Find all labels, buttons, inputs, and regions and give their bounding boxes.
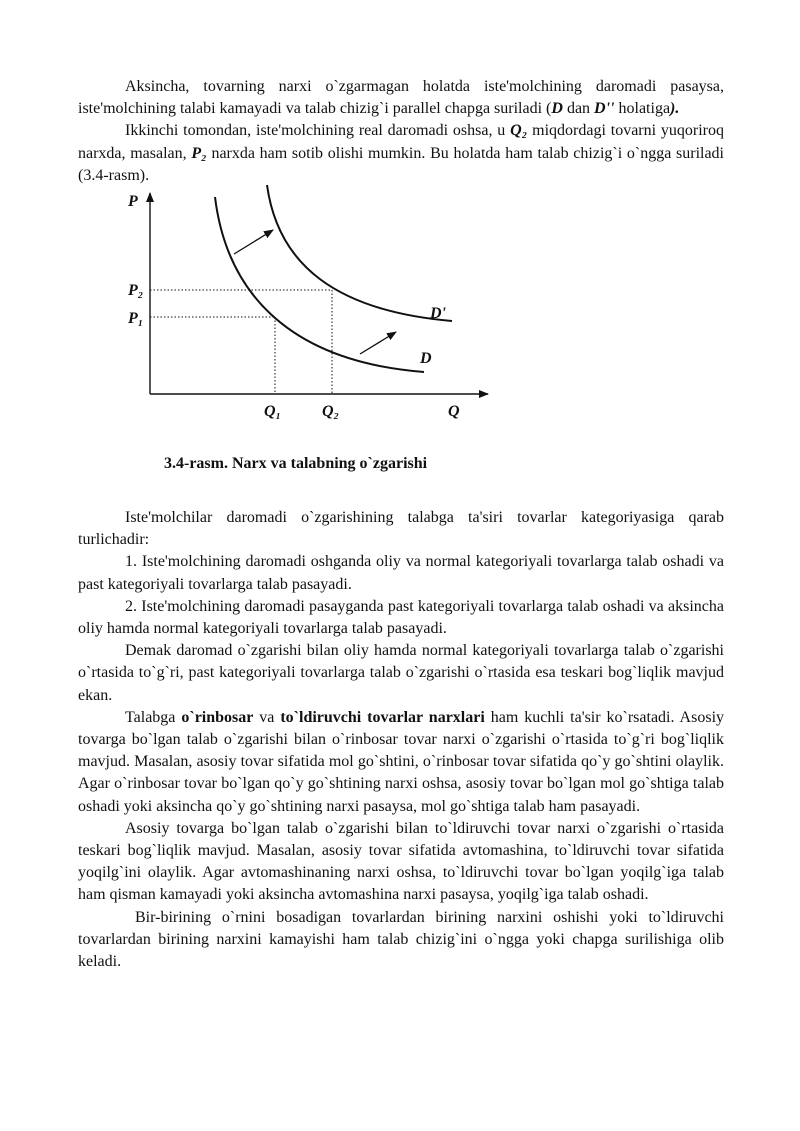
paragraph-8: Asosiy tovarga bo`lgan talab o`zgarishi bilan to`ldiruvchi tovar narxi o`zgarishi o`rtasida teskari bog`liqlik mavjud. Masalan, asosiy tovar sifatida avtomashina, to`ldiruvchi tovar sifatida yoqilg`ini olaylik. Agar avtomashinaning narxi oshsa, to`ldiruvchi tovar bo`lgan yoqilg`iga talab ham qisman kamayadi yoki aksincha avtomashina narxi pasaysa, yoqilg`iga talab oshadi. (78, 819, 724, 904)
x-axis-label: Q (448, 403, 460, 421)
paragraph-3: Iste'molchilar daromadi o`zgarishining talabga ta'siri tovarlar kategoriyasiga qarab turlichadir: (78, 509, 724, 549)
text: Aksincha, tovarning narxi o`zgarmagan holatda iste'molchining daromadi pasaysa, iste'molchining talabi kamayadi va talab chizig`i parallel chapga suriladi ( (78, 78, 724, 118)
y-tick-p2: P₂ (128, 282, 144, 300)
curve-label-d-double-prime: D'' (594, 100, 615, 118)
x-tick-q2: Q₂ (322, 403, 340, 421)
text: narxda ham sotib olishi mumkin. Bu holatda ham talab chizig`i o`ngga suriladi (3.4-rasm). (78, 144, 725, 184)
figure-caption: 3.4-rasm. Narx va talabning o`zgarishi (164, 455, 428, 473)
shift-arrow-lower (360, 332, 396, 354)
text: holatiga (614, 100, 671, 118)
curve-label-d: D (420, 350, 432, 368)
shift-arrow-upper (234, 230, 273, 254)
text: va (253, 708, 281, 726)
paragraph-9: Bir-birining o`rnini bosadigan tovarlardan birining narxini oshishi yoki to`ldiruvchi tovarlardan birining narxini kamayishi ham talab chizig`ini o`ngga yoki chapga surilishiga olib keladi. (78, 908, 724, 971)
y-axis-label: P (128, 193, 138, 211)
curve-label-d-prime: D' (430, 305, 446, 323)
paragraph-1 (78, 76, 724, 120)
paragraph-2 (78, 120, 724, 187)
bold-term: to`ldiruvchi tovarlar narxlari (280, 708, 485, 726)
curve-label-d: D (551, 100, 563, 118)
text: Talabga (125, 708, 182, 726)
y-tick-p1: P₁ (128, 310, 144, 328)
text: miqdordagi tovarni yuqoriroq narxda, masalan, (78, 122, 725, 162)
paragraph-6: Demak daromad o`zgarishi bilan oliy hamda normal kategoriyali tovarlarga talab o`zgarishi o`rtasida to`g`ri, past kategoriyali tovarlarga talab o`zgarishi o`rtasida esa teskari bog`liqlik mavjud ekan. (78, 642, 724, 704)
paragraph-7 (78, 707, 724, 818)
demand-curve-d (215, 197, 424, 372)
paragraph-4: 1. Iste'molchining daromadi oshganda oliy va normal kategoriyali tovarlarga talab oshadi va past kategoriyali tovarlarga talab pasayadi. (78, 553, 724, 593)
text: ham kuchli ta'sir ko`rsatadi. Asosiy tovarga bo`lgan talab o`zgarishi bilan o`rinbosar tovar narxi o`zgarishi o`rtasida to`g`ri bog`liqlik mavjud. Masalan, asosiy tovar sifatida mol go`shtini, o`rinbosar tovar sifatida qo`y go`shtini olaylik. Agar o`rinbosar tovar bo`lgan qo`y go`shtining narxi oshsa, asosiy tovar bo`lgan mol go`shtiga talab oshadi yoki aksincha qo`y go`shtining narxi pasaysa, mol go`shtiga talab ham pasayadi. (78, 708, 725, 815)
text: ). (670, 100, 680, 118)
paragraph-5: 2. Iste'molchining daromadi pasayganda past kategoriyali tovarlarga talab oshadi va aksincha oliy hamda normal kategoriyali tovarlarga talab pasayadi. (78, 597, 724, 638)
demand-curve-d-prime (267, 185, 452, 321)
demand-shift-figure (78, 191, 724, 455)
document-page (78, 76, 724, 973)
text: dan (562, 100, 595, 118)
bold-term: o`rinbosar (181, 708, 254, 726)
demand-shift-chart (78, 191, 724, 429)
x-tick-q1: Q₁ (264, 403, 282, 421)
quantity-q2: Q₂ (510, 122, 528, 140)
price-p2: P₂ (191, 144, 207, 162)
text: Ikkinchi tomondan, iste'molchining real daromadi oshsa, u (125, 122, 511, 140)
